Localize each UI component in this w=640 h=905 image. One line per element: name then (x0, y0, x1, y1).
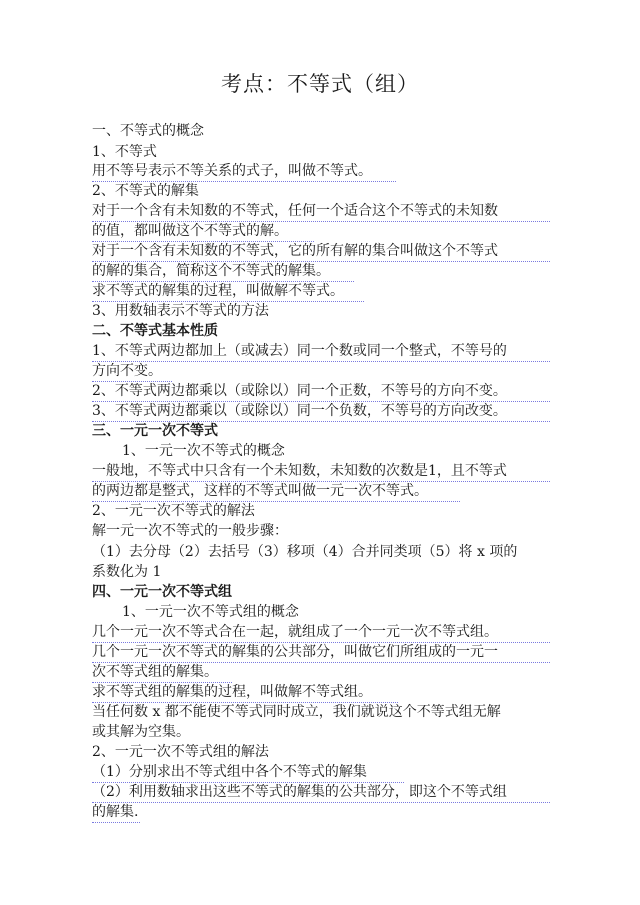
text-line: （2）利用数轴求出这些不等式的解集的公共部分，即这个不等式组 (92, 783, 550, 803)
text-line: 3、不等式两边都乘以（或除以）同一个负数，不等号的方向改变。 (92, 402, 550, 422)
subheading: 3、用数轴表示不等式的方法 (92, 303, 269, 319)
text-line: 或其解为空集。 (92, 724, 190, 740)
section-heading-2: 二、不等式基本性质 (92, 323, 218, 339)
text-line: （1）去分母（2）去括号（3）移项（4）合并同类项（5）将 x 项的 (92, 544, 518, 560)
text-line: 方向不变。 (92, 362, 172, 382)
subheading: 1、不等式 (92, 144, 157, 160)
text-line: 当任何数 x 都不能使不等式同时成立，我们就说这个不等式组无解 (92, 704, 501, 720)
subheading: 2、一元一次不等式的解法 (92, 503, 255, 519)
subheading: 1、一元一次不等式组的概念 (122, 604, 299, 620)
text-line: 对于一个含有未知数的不等式，任何一个适合这个不等式的未知数 (92, 202, 550, 222)
text-line: 2、不等式两边都乘以（或除以）同一个正数，不等号的方向不变。 (92, 382, 550, 402)
text-line: 1、不等式两边都加上（或减去）同一个数或同一个整式，不等号的 (92, 342, 550, 362)
section-heading-4: 四、一元一次不等式组 (92, 584, 232, 600)
text-line: 的解的集合，简称这个不等式的解集。 (92, 262, 354, 282)
text-line: 的两边都是整式，这样的不等式叫做一元一次不等式。 (92, 482, 460, 502)
text-line: （1）分别求出不等式组中各个不等式的解集 (92, 763, 404, 783)
text-line: 的值，都叫做这个不等式的解。 (92, 222, 314, 242)
text-line: 几个一元一次不等式合在一起，就组成了一个一元一次不等式组。 (92, 623, 550, 643)
text-line: 用不等号表示不等关系的式子，叫做不等式。 (92, 162, 396, 182)
text-line: 一般地，不等式中只含有一个未知数，未知数的次数是1，且不等式 (92, 462, 550, 482)
text-line: 几个一元一次不等式的解集的公共部分，叫做它们所组成的一元一 (92, 643, 550, 663)
subheading: 2、一元一次不等式组的解法 (92, 744, 269, 760)
page-title: 考点：不等式（组） (221, 72, 419, 96)
section-heading-1: 一、不等式的概念 (92, 123, 204, 139)
section-heading-3: 三、一元一次不等式 (92, 423, 218, 439)
text-line: 次不等式组的解集。 (92, 663, 232, 683)
text-line: 系数化为 1 (92, 564, 162, 580)
text-line: 的解集. (92, 803, 140, 823)
text-line: 求不等式的解集的过程，叫做解不等式。 (92, 282, 364, 302)
subheading: 1、一元一次不等式的概念 (122, 443, 285, 459)
subheading: 2、不等式的解集 (92, 183, 199, 199)
text-line: 求不等式组的解集的过程，叫做解不等式组。 (92, 683, 398, 703)
text-line: 解一元一次不等式的一般步骤： (92, 523, 288, 539)
text-line: 对于一个含有未知数的不等式，它的所有解的集合叫做这个不等式 (92, 242, 550, 262)
